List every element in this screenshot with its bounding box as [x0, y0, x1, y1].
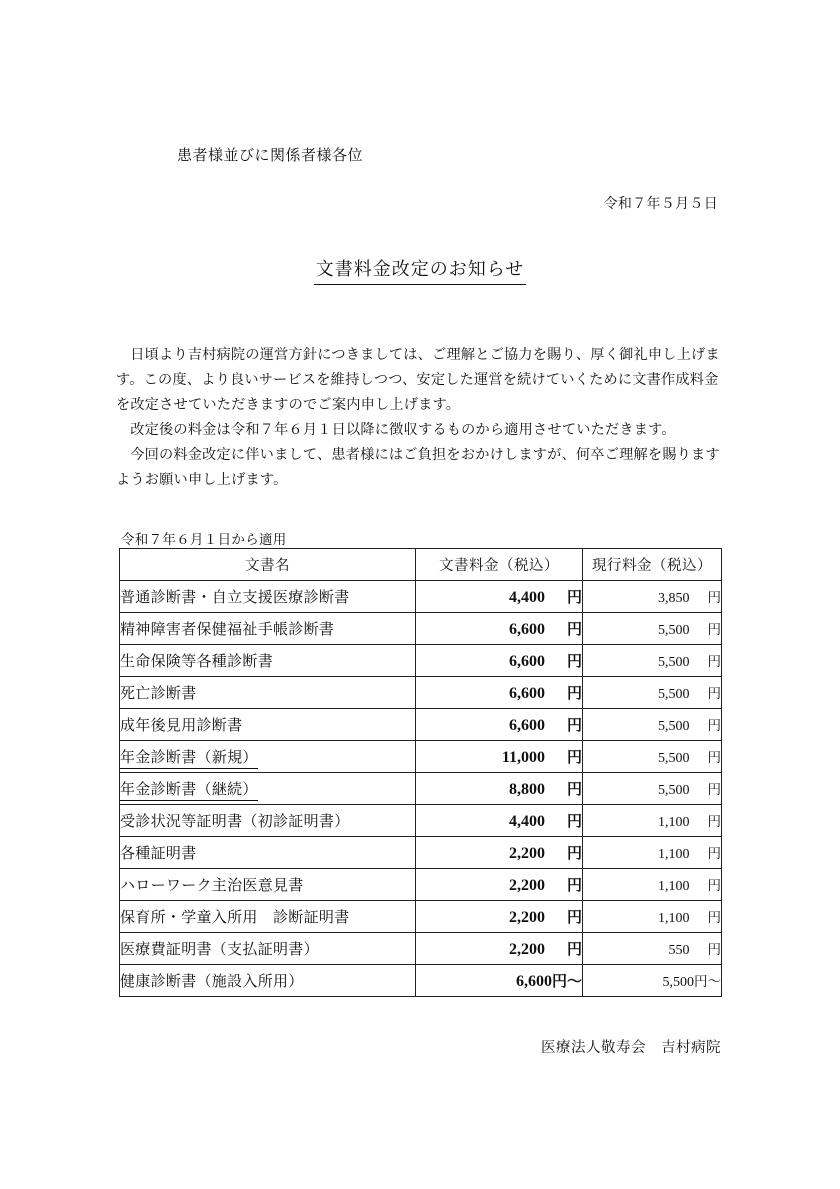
body-text	[116, 343, 728, 493]
new-fee: 6,600	[508, 621, 545, 638]
current-fee-unit: 円～	[694, 974, 721, 990]
document-name: 各種証明書	[120, 837, 416, 869]
new-fee-unit: 円	[566, 844, 582, 862]
current-fee-unit: 円	[707, 654, 721, 670]
table-row	[120, 709, 722, 741]
new-fee-unit: 円	[566, 748, 582, 766]
current-fee-cell	[583, 837, 722, 869]
table-row	[120, 805, 722, 837]
new-fee: 6,600	[508, 653, 545, 670]
new-fee-cell	[416, 837, 583, 869]
table-row	[120, 901, 722, 933]
document-name: ハローワーク主治医意見書	[120, 869, 416, 901]
current-fee-cell	[583, 645, 722, 677]
document-name-underlined	[120, 780, 258, 801]
new-fee-cell	[416, 773, 583, 805]
new-fee: 6,600	[508, 717, 545, 734]
new-fee-unit: 円	[566, 684, 582, 702]
table-row	[120, 613, 722, 645]
new-fee-cell	[416, 805, 583, 837]
new-fee-cell	[416, 581, 583, 613]
new-fee-unit: 円	[566, 652, 582, 670]
table-row	[120, 773, 722, 805]
current-fee-unit: 円	[707, 590, 721, 606]
current-fee-unit: 円	[707, 718, 721, 734]
document-name: 保育所・学童入所用 診断証明書	[120, 901, 416, 933]
document-name-main: 年金診断書	[120, 748, 197, 766]
new-fee-cell	[416, 645, 583, 677]
new-fee: 2,200	[508, 845, 545, 862]
document-name: 精神障害者保健福祉手帳診断書	[120, 613, 416, 645]
current-fee-cell	[583, 933, 722, 965]
new-fee-unit: 円	[566, 716, 582, 734]
current-fee-cell	[583, 613, 722, 645]
new-fee-cell	[416, 933, 583, 965]
new-fee: 11,000	[501, 749, 545, 766]
document-name: 普通診断書・自立支援医療診断書	[120, 581, 416, 613]
current-fee: 5,500	[658, 623, 690, 638]
current-fee-unit: 円	[707, 942, 721, 958]
new-fee-cell	[416, 709, 583, 741]
table-row	[120, 645, 722, 677]
document-name-sub: （継続）	[196, 780, 258, 798]
new-fee-unit: 円	[566, 620, 582, 638]
document-title	[0, 255, 840, 281]
current-fee-cell	[583, 581, 722, 613]
current-fee-cell	[583, 709, 722, 741]
document-name: 死亡診断書	[120, 677, 416, 709]
current-fee-cell	[583, 773, 722, 805]
table-row	[120, 581, 722, 613]
new-fee-unit: 円	[566, 780, 582, 798]
current-fee: 5,500	[658, 687, 690, 702]
body-paragraph: 改定後の料金は令和７年６月１日以降に徴収するものから適用させていただきます。	[130, 422, 676, 438]
current-fee-unit: 円	[707, 878, 721, 894]
hospital-signature: 医療法人敬寿会 吉村病院	[541, 1040, 721, 1056]
issue-date: 令和７年５月５日	[603, 196, 718, 212]
new-fee: 6,600	[508, 685, 545, 702]
current-fee-unit: 円	[707, 750, 721, 766]
table-row	[120, 869, 722, 901]
apply-note: 令和７年６月１日から適用	[121, 532, 287, 548]
document-name-main: 年金診断書	[120, 780, 197, 798]
new-fee: 4,400	[508, 813, 545, 830]
table-row	[120, 965, 722, 997]
new-fee-cell	[416, 613, 583, 645]
current-fee-cell	[583, 805, 722, 837]
new-fee-unit: 円	[566, 908, 582, 926]
current-fee: 1,100	[658, 847, 690, 862]
new-fee-unit: 円～	[551, 972, 582, 990]
fee-table-header	[120, 549, 722, 581]
document-name	[120, 741, 416, 773]
title-text: 文書料金改定のお知らせ	[314, 259, 526, 285]
new-fee-unit: 円	[566, 876, 582, 894]
fee-table	[119, 548, 722, 997]
new-fee: 8,800	[508, 781, 545, 798]
document-name: 受診状況等証明書（初診証明書）	[120, 805, 416, 837]
current-fee-unit: 円	[707, 686, 721, 702]
body-paragraph: 日頃より吉村病院の運営方針につきましては、ご理解とご協力を賜り、厚く御礼申し上げます。この度、より良いサービスを維持しつつ、安定した運営を続けていくために文書作成料金を改定させていただきますのでご案内申し上げます。	[116, 347, 720, 413]
new-fee-unit: 円	[566, 588, 582, 606]
table-row	[120, 933, 722, 965]
document-name: 健康診断書（施設入所用）	[120, 965, 416, 997]
current-fee-unit: 円	[707, 622, 721, 638]
header-document-name: 文書名	[120, 549, 416, 581]
current-fee: 1,100	[658, 815, 690, 830]
body-paragraph: 今回の料金改定に伴いまして、患者様にはご負担をおかけしますが、何卒ご理解を賜りますようお願い申し上げます。	[116, 447, 720, 488]
new-fee-cell	[416, 869, 583, 901]
current-fee: 5,500	[658, 751, 690, 766]
current-fee: 5,500	[658, 655, 690, 670]
header-new-fee: 文書料金（税込）	[416, 549, 583, 581]
current-fee-cell	[583, 741, 722, 773]
new-fee: 6,600	[515, 973, 552, 990]
current-fee-cell	[583, 965, 722, 997]
current-fee: 3,850	[658, 591, 690, 606]
current-fee-cell	[583, 869, 722, 901]
new-fee-cell	[416, 677, 583, 709]
current-fee: 5,500	[658, 783, 690, 798]
table-row	[120, 837, 722, 869]
current-fee: 1,100	[658, 911, 690, 926]
document-name	[120, 773, 416, 805]
new-fee-unit: 円	[566, 812, 582, 830]
document-name: 生命保険等各種診断書	[120, 645, 416, 677]
new-fee: 2,200	[508, 909, 545, 926]
document-name: 医療費証明書（支払証明書）	[120, 933, 416, 965]
header-current-fee: 現行料金（税込）	[583, 549, 722, 581]
current-fee-cell	[583, 901, 722, 933]
current-fee-unit: 円	[707, 910, 721, 926]
document-name-underlined	[120, 748, 258, 769]
current-fee-cell	[583, 677, 722, 709]
new-fee-unit: 円	[566, 940, 582, 958]
new-fee-cell	[416, 965, 583, 997]
new-fee-cell	[416, 741, 583, 773]
current-fee-unit: 円	[707, 846, 721, 862]
addressee: 患者様並びに関係者様各位	[177, 146, 364, 164]
document-name: 成年後見用診断書	[120, 709, 416, 741]
current-fee: 5,500	[658, 719, 690, 734]
current-fee: 550	[668, 943, 690, 958]
current-fee: 1,100	[658, 879, 690, 894]
current-fee: 5,500	[662, 975, 694, 990]
new-fee: 4,400	[508, 589, 545, 606]
table-row	[120, 741, 722, 773]
current-fee-unit: 円	[707, 782, 721, 798]
document-name-sub: （新規）	[196, 748, 258, 766]
table-row	[120, 677, 722, 709]
current-fee-unit: 円	[707, 814, 721, 830]
new-fee: 2,200	[508, 941, 545, 958]
new-fee: 2,200	[508, 877, 545, 894]
new-fee-cell	[416, 901, 583, 933]
